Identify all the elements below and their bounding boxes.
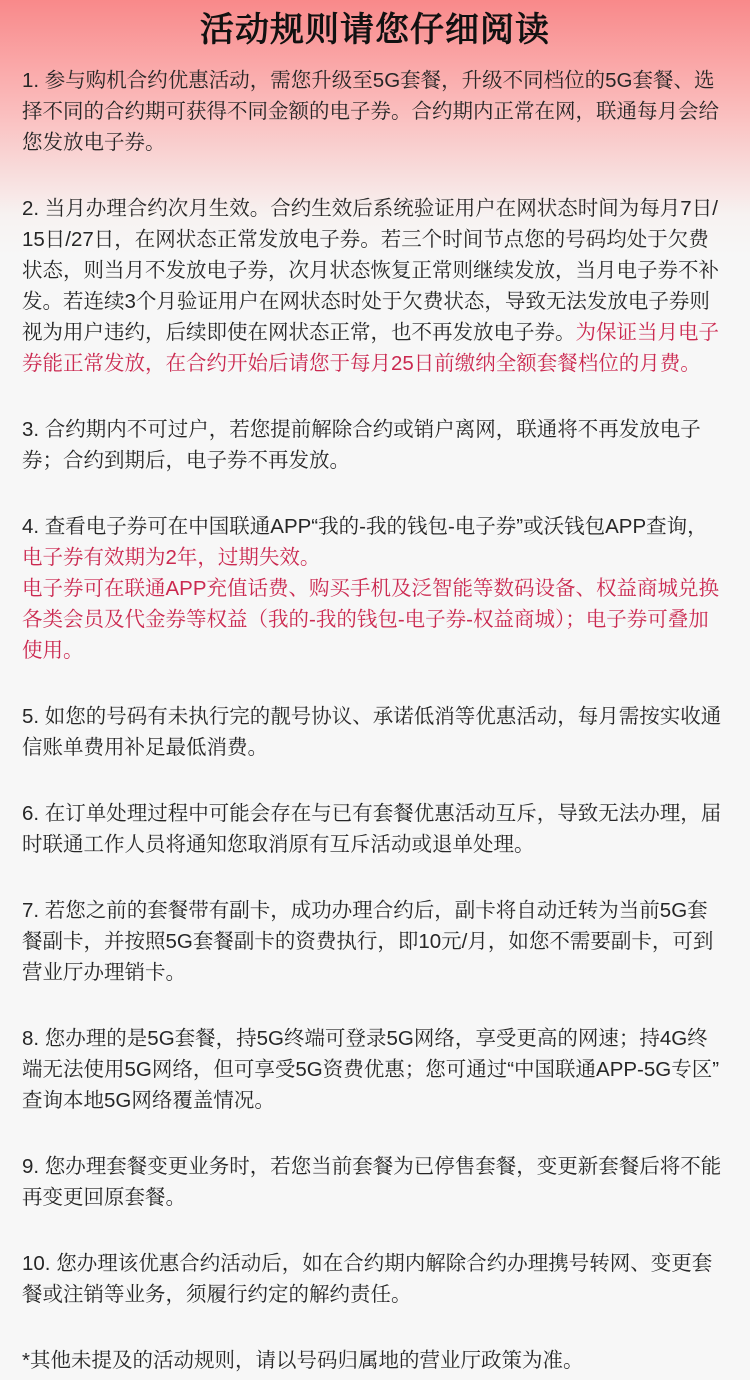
rule-highlight-segment: 为保证当月电子券能正常发放，在合约开始后请您于每月25日前缴纳全额套餐档位的月费。 [22, 321, 719, 375]
rule-text-segment: 10. 您办理该优惠合约活动后，如在合约期内解除合约办理携号转网、变更套餐或注销等业务，须履行约定的解约责任。 [22, 1252, 713, 1306]
rule-highlight-segment: 电子券可在联通APP充值话费、购买手机及泛智能等数码设备、权益商城兑换各类会员及代金券等权益（我的-我的钱包-电子券-权益商城）；电子券可叠加使用。 [22, 577, 720, 662]
rule-paragraph-3 [22, 414, 728, 476]
rule-paragraph-6 [22, 798, 728, 860]
rule-text-segment: 8. 您办理的是5G套餐，持5G终端可登录5G网络，享受更高的网速；持4G终端无法使用5G网络，但可享受5G资费优惠；您可通过“中国联通APP-5G专区”查询本地5G网络覆盖情况。 [22, 1027, 720, 1112]
rule-paragraph-10 [22, 1248, 728, 1310]
page-title: 活动规则请您仔细阅读 [200, 11, 550, 49]
rule-paragraph-4 [22, 511, 728, 666]
rule-paragraph-1 [22, 65, 728, 158]
rule-text-segment: 5. 如您的号码有未执行完的靓号协议、承诺低消等优惠活动，每月需按实收通信账单费用补足最低消费。 [22, 705, 722, 759]
rules-list [0, 65, 750, 1310]
footnote: *其他未提及的活动规则，请以号码归属地的营业厅政策为准。 [22, 1349, 584, 1372]
rule-paragraph-7 [22, 895, 728, 988]
rule-paragraph-2 [22, 193, 728, 379]
rule-text-segment: 9. 您办理套餐变更业务时，若您当前套餐为已停售套餐，变更新套餐后将不能再变更回原套餐。 [22, 1155, 722, 1209]
rule-text-segment: 1. 参与购机合约优惠活动，需您升级至5G套餐，升级不同档位的5G套餐、选择不同的合约期可获得不同金额的电子券。合约期内正常在网，联通每月会给您发放电子券。 [22, 69, 719, 154]
rule-text-segment: 2. 当月办理合约次月生效。合约生效后系统验证用户在网状态时间为每月7日/15日/27日，在网状态正常发放电子券。若三个时间节点您的号码均处于欠费状态，则当月不发放电子券，次月状态恢复正常则继续发放，当月电子券不补发。若连续3个月验证用户在网状态时处于欠费状态，导致无法发放电子券则视为用户违约，后续即使在网状态正常，也不再发放电子券。 [22, 197, 719, 344]
rule-paragraph-9 [22, 1151, 728, 1213]
rule-text-segment: 6. 在订单处理过程中可能会存在与已有套餐优惠活动互斥，导致无法办理，届时联通工作人员将通知您取消原有互斥活动或退单处理。 [22, 802, 722, 856]
rule-text-segment: 4. 查看电子券可在中国联通APP“我的-我的钱包-电子券”或沃钱包APP查询， [22, 515, 708, 538]
rule-text-segment: 3. 合约期内不可过户，若您提前解除合约或销户离网，联通将不再发放电子券；合约到期后，电子券不再发放。 [22, 418, 701, 472]
rule-text-segment: 7. 若您之前的套餐带有副卡，成功办理合约后，副卡将自动迁转为当前5G套餐副卡，并按照5G套餐副卡的资费执行，即10元/月，如您不需要副卡，可到营业厅办理销卡。 [22, 899, 714, 984]
rule-paragraph-5 [22, 701, 728, 763]
rule-highlight-segment: 电子券有效期为2年，过期失效。 [22, 546, 321, 569]
rule-paragraph-8 [22, 1023, 728, 1116]
